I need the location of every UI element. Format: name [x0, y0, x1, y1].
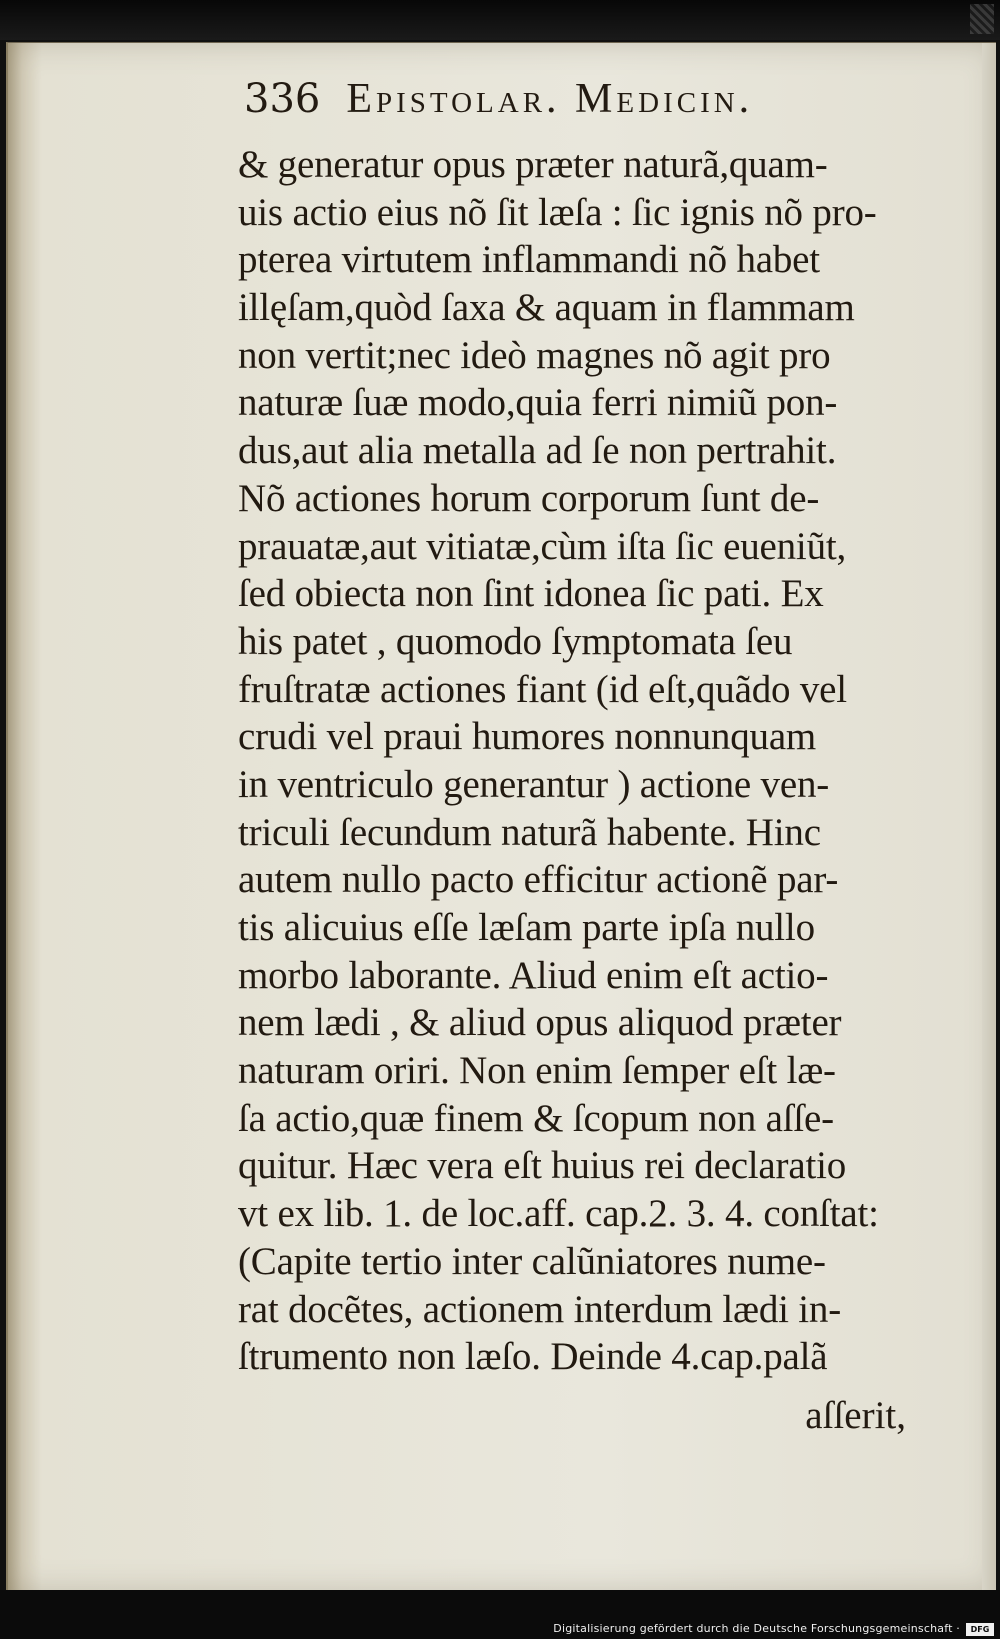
text-line: illęſam,quòd ſaxa & aquam in flammam [238, 286, 855, 330]
text-line: non vertit;nec ideò magnes nõ agit pro [238, 333, 831, 377]
scan-top-edge [0, 0, 1000, 40]
text-line: uis actio eius nõ ſit læſa : ſic ignis nõ pro- [238, 190, 877, 234]
body-text [238, 141, 958, 1381]
page-number: 336 [244, 76, 321, 122]
scan-bottom-edge [0, 1590, 1000, 1639]
dfg-logo: DFG [966, 1623, 994, 1636]
text-line: naturæ ſuæ modo,quia ferri nimiũ pon- [238, 381, 838, 425]
text-line: prauatæ,aut vitiatæ,cùm iſta ſic eueniũt, [238, 524, 847, 568]
text-line: naturam oriri. Non enim ſemper eſt læ- [238, 1049, 836, 1093]
text-line: autem nullo pacto efficitur actionẽ par- [238, 858, 839, 902]
text-line: nem lædi , & aliud opus aliquod præter [238, 1001, 842, 1045]
text-line: ſa actio,quæ finem & ſcopum non aſſe- [238, 1096, 834, 1140]
text-line: tis alicuius eſſe læſam parte ipſa nullo [238, 906, 815, 949]
text-line: pterea virtutem inflammandi nõ habet [238, 238, 820, 282]
text-line: crudi vel praui humores nonnunquam [238, 715, 817, 759]
text-line: quitur. Hæc vera eſt huius rei declaratio [238, 1144, 847, 1188]
catchword: aſſerit, [805, 1394, 906, 1437]
color-calibration-mark [970, 4, 994, 34]
text-line: (Capite tertio inter calũniatores nume- [238, 1239, 826, 1283]
text-line: rat docẽtes, actionem interdum lædi in- [238, 1287, 842, 1331]
text-line: ſtrumento non læſo. Deinde 4.cap.palã [238, 1335, 828, 1379]
digitization-credit: Digitalisierung gefördert durch die Deutsche Forschungsgemeinschaft · [553, 1622, 960, 1635]
text-line: in ventriculo generantur ) actione ven- [238, 762, 830, 806]
text-line: morbo laborante. Aliud enim eſt actio- [238, 953, 829, 997]
text-line: his patet , quomodo ſymptomata ſeu [238, 619, 793, 663]
book-page [6, 42, 996, 1591]
text-line: Nõ actiones horum corporum ſunt de- [238, 476, 820, 520]
text-line: dus,aut alia metalla ad ſe non pertrahit. [238, 429, 837, 473]
page-right-edge [982, 43, 996, 1591]
text-line: vt ex lib. 1. de loc.aff. cap.2. 3. 4. conſtat: [238, 1192, 879, 1236]
text-line: triculi ſecundum naturã habente. Hinc [238, 810, 821, 854]
text-line: ſed obiecta non ſint idonea ſic pati. Ex [238, 572, 824, 616]
running-head [244, 75, 904, 145]
text-line: fruſtratæ actiones fiant (id eſt,quãdo vel [238, 667, 847, 711]
text-line: & generatur opus præter naturã,quam- [238, 143, 828, 186]
running-title: Epistolar. Medicin. [346, 76, 754, 122]
